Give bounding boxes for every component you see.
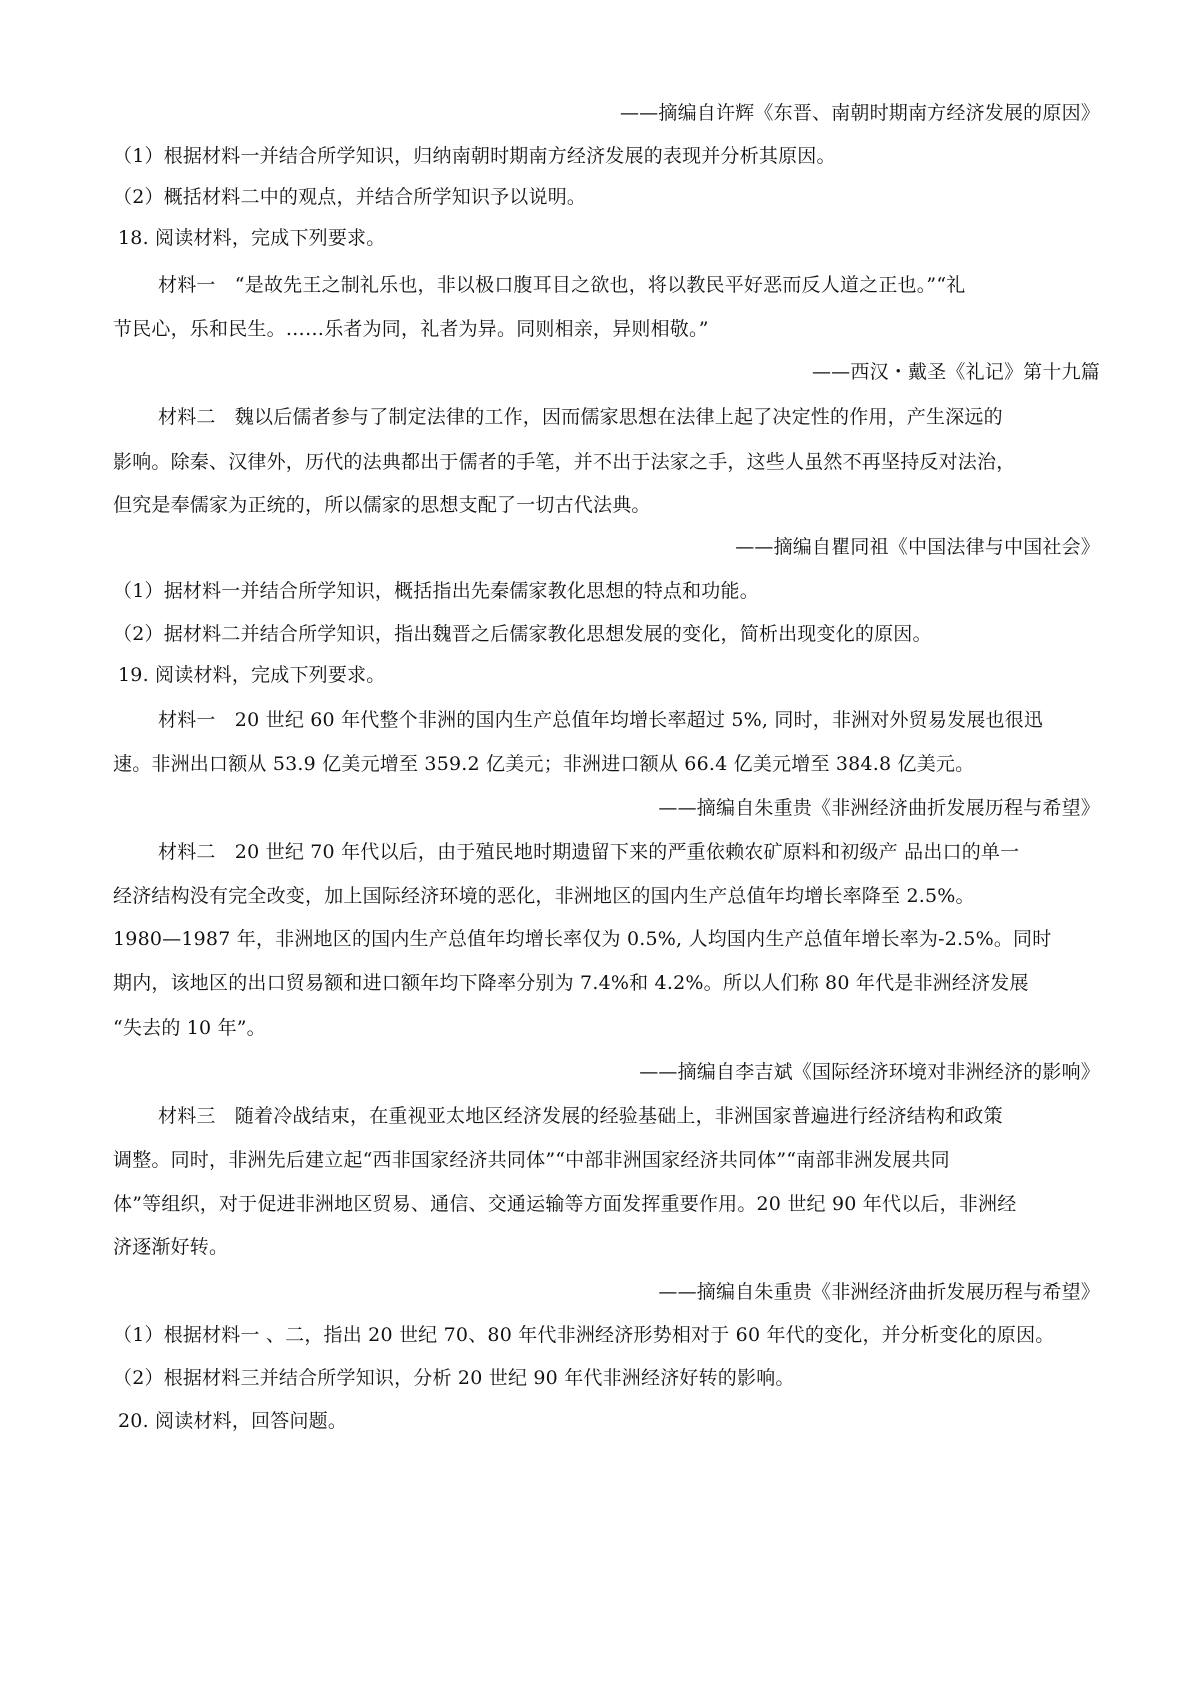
q19-material-2-line-5: “失去的 10 年”。 [113, 1017, 266, 1039]
question-19-heading: 19. 阅读材料，完成下列要求。 [118, 664, 386, 686]
q19-material-1-line-1: 材料一 20 世纪 60 年代整个非洲的国内生产总值年均增长率超过 5%, 同时，非洲对外贸易发展也很迅 [158, 709, 1044, 731]
question-20-heading: 20. 阅读材料，回答问题。 [118, 1410, 348, 1432]
q19-material-2-line-4: 期内，该地区的出口贸易额和进口额年均下降率分别为 7.4%和 4.2%。所以人们称 80 年代是非洲经济发展 [113, 972, 1029, 994]
source-citation-q19-material-1: ——摘编自朱重贵《非洲经济曲折发展历程与希望》 [658, 797, 1100, 819]
question-19-part-1: （1）根据材料一 、二，指出 20 世纪 70、80 年代非洲经济形势相对于 60 年代的变化，并分析变化的原因。 [113, 1324, 1055, 1346]
source-citation-q19-material-2: ——摘编自李吉斌《国际经济环境对非洲经济的影响》 [639, 1061, 1100, 1083]
q19-material-3-line-4: 济逐渐好转。 [113, 1236, 229, 1258]
q19-material-2-line-2: 经济结构没有完全改变，加上国际经济环境的恶化，非洲地区的国内生产总值年均增长率降至 2.5%。 [113, 885, 975, 907]
q19-material-2-line-3: 1980—1987 年，非洲地区的国内生产总值年均增长率仅为 0.5%, 人均国内生产总值年增长率为-2.5%。同时 [113, 928, 1052, 950]
question-19-part-2: （2）根据材料三并结合所学知识，分析 20 世纪 90 年代非洲经济好转的影响。 [113, 1367, 795, 1389]
q19-material-3-line-1: 材料三 随着冷战结束，在重视亚太地区经济发展的经验基础上，非洲国家普遍进行经济结构和政策 [158, 1105, 1003, 1127]
q18-material-2-line-3: 但究是奉儒家为正统的，所以儒家的思想支配了一切古代法典。 [113, 494, 651, 516]
q19-material-1-line-2: 速。非洲出口额从 53.9 亿美元增至 359.2 亿美元；非洲进口额从 66.4 亿美元增至 384.8 亿美元。 [113, 753, 975, 775]
q19-material-3-line-2: 调整。同时，非洲先后建立起“西非国家经济共同体”“中部非洲国家经济共同体”“南部非洲发展共同 [113, 1149, 950, 1171]
q18-material-2-line-2: 影响。除秦、汉律外，历代的法典都出于儒者的手笔，并不出于法家之手，这些人虽然不再坚持反对法治， [113, 451, 1016, 473]
source-citation-q17: ——摘编自许辉《东晋、南朝时期南方经济发展的原因》 [619, 102, 1100, 124]
q18-material-1-line-1: 材料一 “是故先王之制礼乐也，非以极口腹耳目之欲也，将以教民平好恶而反人道之正也。”“礼 [158, 274, 966, 296]
q18-material-2-line-1: 材料二 魏以后儒者参与了制定法律的工作，因而儒家思想在法律上起了决定性的作用，产生深远的 [158, 406, 1003, 428]
question-17-part-1: （1）根据材料一并结合所学知识，归纳南朝时期南方经济发展的表现并分析其原因。 [113, 145, 836, 167]
q18-material-1-line-2: 节民心，乐和民生。……乐者为同，礼者为异。同则相亲，异则相敬。” [113, 318, 709, 340]
question-18-part-2: （2）据材料二并结合所学知识，指出魏晋之后儒家教化思想发展的变化，简析出现变化的原因。 [113, 623, 932, 645]
question-17-part-2: （2）概括材料二中的观点，并结合所学知识予以说明。 [113, 186, 587, 208]
source-citation-q18-material-2: ——摘编自瞿同祖《中国法律与中国社会》 [735, 536, 1100, 558]
question-18-part-1: （1）据材料一并结合所学知识，概括指出先秦儒家教化思想的特点和功能。 [113, 580, 759, 602]
question-18-heading: 18. 阅读材料，完成下列要求。 [118, 227, 386, 249]
q19-material-2-line-1: 材料二 20 世纪 70 年代以后，由于殖民地时期遗留下来的严重依赖农矿原料和初级产 品出口的单一 [158, 841, 1020, 863]
q19-material-3-line-3: 体”等组织，对于促进非洲地区贸易、通信、交通运输等方面发挥重要作用。20 世纪 90 年代以后，非洲经 [113, 1193, 1017, 1215]
source-citation-q19-material-3: ——摘编自朱重贵《非洲经济曲折发展历程与希望》 [658, 1281, 1100, 1303]
source-citation-q18-material-1: ——西汉・戴圣《礼记》第十九篇 [811, 361, 1100, 383]
